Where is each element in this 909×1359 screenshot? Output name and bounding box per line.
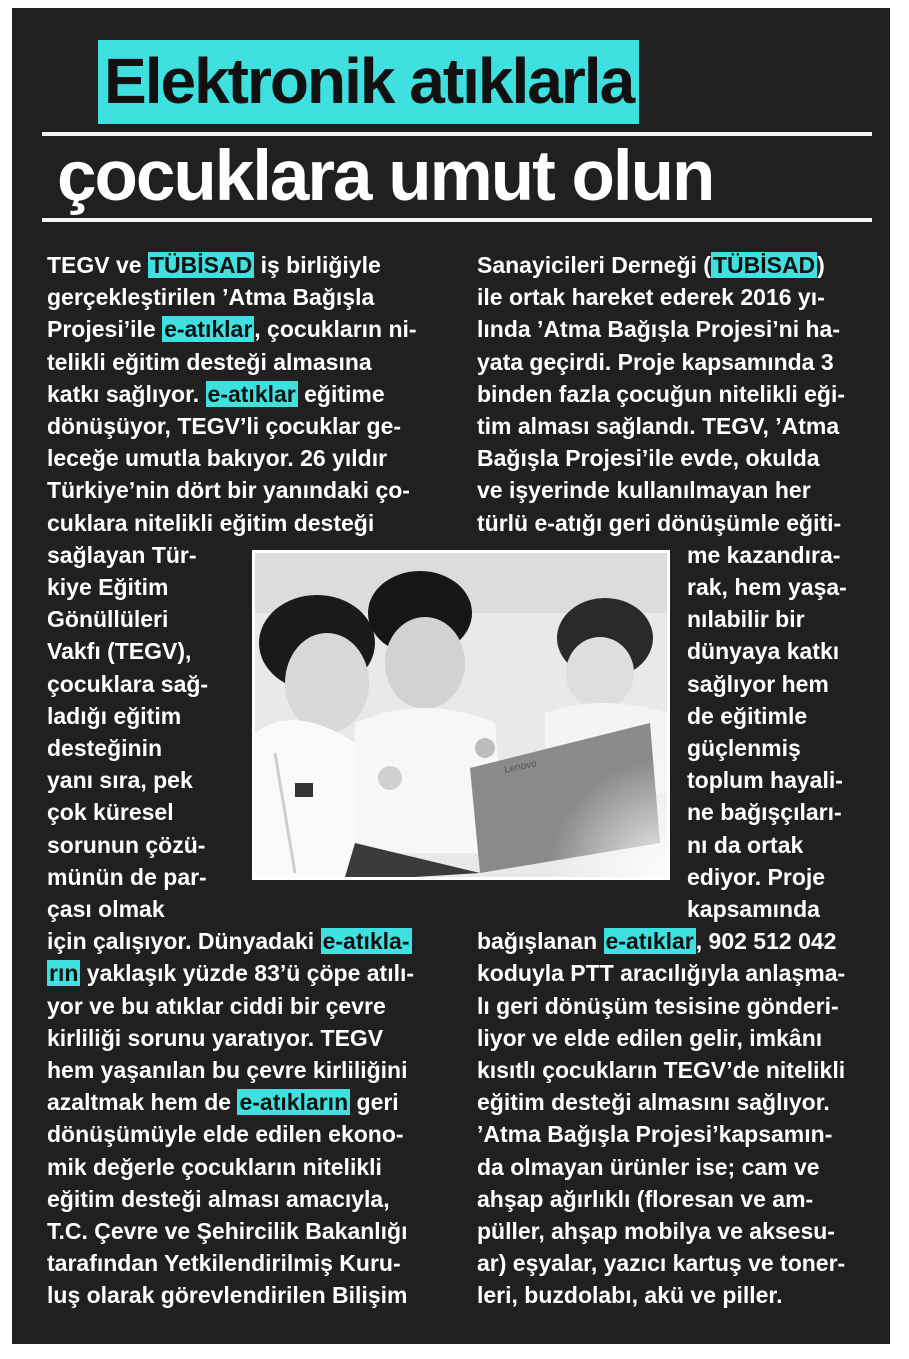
right-column-line: [687, 636, 839, 666]
text-segment: ): [817, 252, 825, 278]
text-segment: dönüşüyor, TEGV’li çocuklar ge-: [47, 413, 402, 439]
right-column-line: [477, 958, 845, 988]
right-column-line: [477, 1087, 830, 1117]
left-column-line: [47, 443, 387, 473]
children-with-laptop-photo: [252, 550, 670, 880]
text-segment: katkı sağlıyor.: [47, 380, 206, 407]
left-column-line: [47, 926, 412, 956]
text-segment: Vakfı (TEGV),: [47, 638, 192, 665]
left-column-line: [47, 1023, 383, 1053]
right-column-line: [477, 1280, 782, 1310]
right-column-line: [477, 475, 811, 505]
text-segment: çocuklara sağ-: [47, 670, 209, 697]
headline-divider-bottom: [42, 218, 872, 222]
right-column-line: [687, 830, 803, 860]
text-segment: desteğinin: [47, 735, 163, 761]
text-segment: yor ve bu atıklar ciddi bir çevre: [47, 992, 386, 1019]
text-segment: dönüşümüyle elde edilen ekono-: [47, 1121, 404, 1148]
text-segment: kiye Eğitim: [47, 574, 169, 600]
left-column-line: [47, 314, 417, 344]
text-segment: münün de par-: [47, 863, 207, 890]
text-segment: T.C. Çevre ve Şehircilik Bakanlığı: [47, 1218, 408, 1244]
left-column-line: [47, 347, 372, 377]
highlighted-term: TÜBİSAD: [149, 252, 253, 278]
right-column-line: [477, 1023, 822, 1053]
right-column-line: [687, 797, 842, 827]
left-column-line: [47, 1087, 399, 1117]
text-segment: ar) eşyalar, yazıcı kartuş ve toner-: [477, 1250, 846, 1277]
right-column-line: [477, 1184, 813, 1214]
text-segment: gerçekleştirilen ’Atma Bağışla: [47, 284, 375, 311]
text-segment: koduyla PTT aracılığıyla anlaşma-: [477, 960, 846, 987]
text-segment: rak, hem yaşa-: [687, 574, 847, 600]
text-segment: yata geçirdi. Proje kapsamında 3: [477, 348, 834, 375]
right-column-line: [687, 669, 829, 699]
left-column-line: [47, 862, 207, 892]
right-column-line: [477, 1055, 845, 1085]
text-segment: Gönüllüleri: [47, 606, 169, 633]
left-column-line: [47, 1119, 404, 1149]
text-segment: tim alması sağlandı. TEGV, ’Atma: [477, 413, 840, 439]
left-column-line: [47, 765, 193, 795]
text-segment: ediyor. Proje: [687, 863, 826, 890]
right-column-line: [687, 540, 840, 570]
text-segment: eğitim desteği almasını sağlıyor.: [477, 1089, 830, 1116]
right-column-line: [477, 508, 841, 538]
right-column-line: [687, 701, 807, 731]
text-segment: ladığı eğitim: [47, 702, 182, 729]
text-segment: hem yaşanılan bu çevre kirliliğini: [47, 1057, 408, 1083]
right-column-line: [477, 1248, 845, 1278]
left-column-line: [47, 669, 208, 699]
text-segment: Bağışla Projesi’ile evde, okulda: [477, 445, 820, 472]
text-segment: eğitime: [297, 380, 385, 407]
text-segment: türlü e-atığı geri dönüşümle eğiti-: [477, 509, 842, 536]
left-column-line: [47, 894, 165, 924]
text-segment: lında ’Atma Bağışla Projesi’ni ha-: [477, 316, 840, 343]
left-column-line: [47, 1248, 401, 1278]
text-segment: nılabilir bir: [687, 606, 805, 633]
highlighted-term: e-atıkla-: [322, 928, 410, 955]
text-segment: me kazandıra-: [687, 541, 841, 568]
text-segment: tarafından Yetkilendirilmiş Kuru-: [47, 1250, 401, 1277]
text-segment: mik değerle çocukların nitelikli: [47, 1153, 382, 1180]
text-segment: cuklara nitelikli eğitim desteği: [47, 509, 375, 536]
text-segment: ve işyerinde kullanılmayan her: [477, 477, 811, 504]
right-column-line: [687, 862, 825, 892]
text-segment: ’Atma Bağışla Projesi’kapsamın-: [477, 1121, 833, 1148]
right-column-line: [477, 347, 834, 377]
headline-line2: çocuklara umut olun: [57, 137, 714, 216]
highlighted-term: e-atıkların: [239, 1089, 349, 1116]
text-segment: nı da ortak: [687, 831, 804, 858]
highlighted-term: e-atıklar: [164, 316, 253, 343]
text-segment: ne bağışçıları-: [687, 799, 842, 826]
text-segment: kirliliği sorunu yaratıyor. TEGV: [47, 1024, 384, 1051]
highlighted-term: TÜBİSAD: [712, 252, 816, 278]
left-column-line: [47, 540, 197, 570]
highlighted-term: e-atıklar: [605, 928, 694, 955]
right-column-line: [477, 926, 836, 956]
text-segment: dünyaya katkı: [687, 638, 840, 665]
text-segment: çok küresel: [47, 799, 174, 826]
text-segment: luş olarak görevlendirilen Bilişim: [47, 1282, 408, 1309]
text-segment: için çalışıyor. Dünyadaki: [47, 928, 321, 955]
text-segment: yanı sıra, pek: [47, 767, 193, 794]
text-segment: yaklaşık yüzde 83’ü çöpe atılı-: [80, 960, 415, 987]
left-column-line: [47, 636, 191, 666]
right-column-line: [477, 1152, 820, 1182]
text-segment: Türkiye’nin dört bir yanındaki ço-: [47, 477, 410, 504]
text-segment: Sanayicileri Derneği (: [477, 252, 711, 278]
left-column-line: [47, 830, 205, 860]
right-column-line: [687, 733, 801, 763]
text-segment: da olmayan ürünler ise; cam ve: [477, 1153, 820, 1180]
left-column-line: [47, 282, 374, 312]
text-segment: eğitim desteği alması amacıyla,: [47, 1185, 390, 1212]
left-column-line: [47, 1184, 390, 1214]
text-segment: kısıtlı çocukların TEGV’de nitelikli: [477, 1057, 846, 1083]
text-segment: püller, ahşap mobilya ve aksesu-: [477, 1218, 835, 1244]
left-column-line: [47, 991, 386, 1021]
text-segment: iş birliğiyle: [254, 252, 381, 278]
text-segment: azaltmak hem de: [47, 1089, 238, 1116]
left-column-line: [47, 958, 414, 988]
text-segment: Projesi’ile: [47, 316, 163, 343]
right-column-line: [687, 572, 847, 602]
highlighted-term: rın: [49, 960, 79, 987]
text-segment: ahşap ağırlıklı (floresan ve am-: [477, 1185, 814, 1212]
text-segment: de eğitimle: [687, 702, 808, 729]
right-column-line: [477, 250, 825, 280]
left-column-line: [47, 797, 174, 827]
text-segment: çası olmak: [47, 896, 165, 922]
text-segment: TEGV ve: [47, 252, 148, 278]
left-column-line: [47, 379, 385, 409]
right-column-line: [477, 379, 845, 409]
right-column-line: [477, 314, 840, 344]
left-column-line: [47, 1280, 407, 1310]
left-column-line: [47, 475, 410, 505]
left-column-line: [47, 604, 168, 634]
text-segment: leceğe umutla bakıyor. 26 yıldır: [47, 445, 388, 472]
right-column-line: [477, 443, 820, 473]
text-segment: liyor ve elde edilen gelir, imkânı: [477, 1024, 823, 1051]
highlighted-term: e-atıklar: [207, 380, 296, 407]
left-column-line: [47, 411, 401, 441]
headline-line1: Elektronik atıklarla: [98, 40, 639, 124]
text-segment: toplum hayali-: [687, 767, 843, 794]
left-column-line: [47, 1216, 408, 1246]
right-column-line: [477, 1119, 832, 1149]
text-segment: , 902 512 042: [695, 928, 837, 955]
text-segment: ile ortak hareket ederek 2016 yı-: [477, 284, 825, 311]
text-segment: binden fazla çocuğun nitelikli eği-: [477, 380, 846, 407]
text-segment: , çocukların ni-: [254, 316, 417, 343]
left-column-line: [47, 572, 168, 602]
laptop-brand-label: Lenovo: [503, 758, 538, 776]
left-column-line: [47, 508, 374, 538]
text-segment: kapsamında: [687, 896, 820, 922]
left-column-line: [47, 1055, 407, 1085]
right-column-line: [687, 894, 820, 924]
left-column-line: [47, 733, 162, 763]
text-segment: güçlenmiş: [687, 735, 801, 761]
left-column-line: [47, 250, 381, 280]
right-column-line: [477, 282, 825, 312]
left-column-line: [47, 1152, 382, 1182]
right-column-line: [477, 411, 839, 441]
text-segment: leri, buzdolabı, akü ve piller.: [477, 1282, 783, 1309]
photo-corner-fade: [547, 757, 667, 877]
right-column-line: [687, 765, 843, 795]
text-segment: bağışlanan: [477, 928, 604, 955]
right-column-line: [477, 991, 839, 1021]
text-segment: sağlayan Tür-: [47, 541, 197, 568]
text-segment: telikli eğitim desteği almasına: [47, 348, 372, 375]
newspaper-clipping: [12, 8, 890, 1344]
left-column-line: [47, 701, 181, 731]
text-segment: lı geri dönüşüm tesisine gönderi-: [477, 992, 839, 1019]
text-segment: geri: [350, 1089, 399, 1116]
text-segment: sorunun çözü-: [47, 831, 206, 858]
right-column-line: [687, 604, 805, 634]
text-segment: sağlıyor hem: [687, 670, 829, 697]
right-column-line: [477, 1216, 835, 1246]
